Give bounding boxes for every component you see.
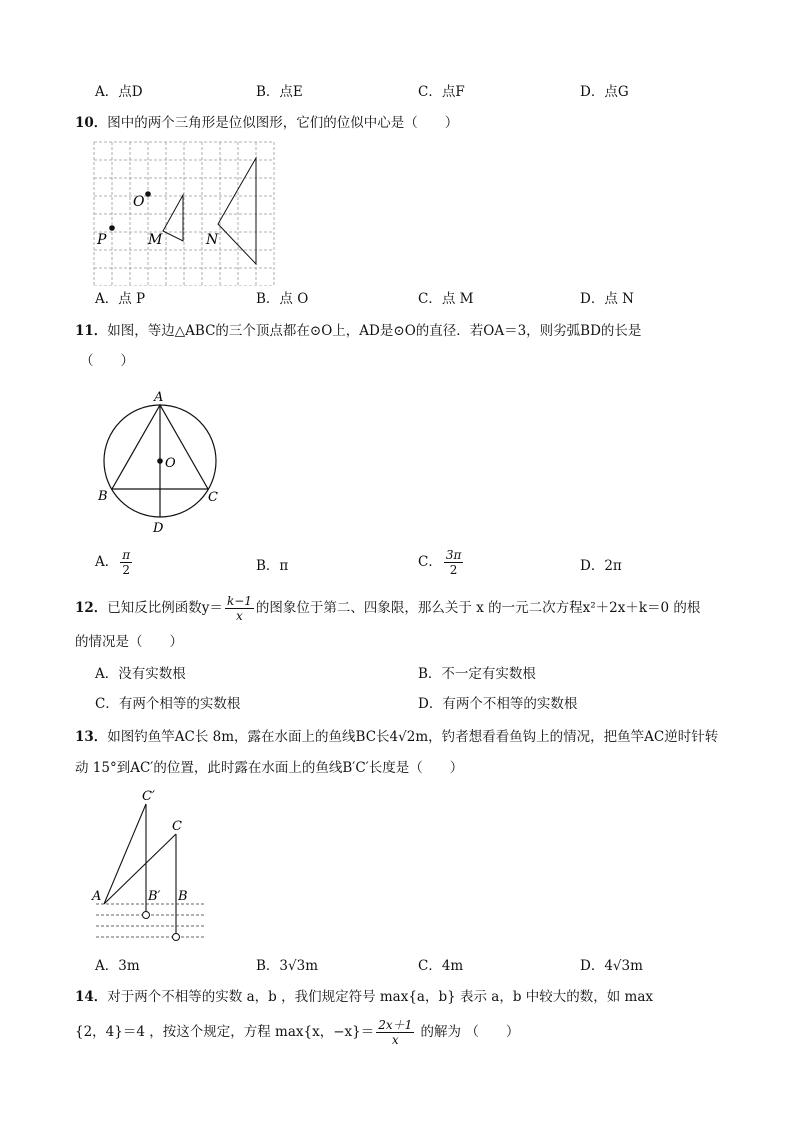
q11-option-a: A． $\frac{\pi}{2}$ <box>95 548 131 577</box>
point-p-dot <box>109 225 115 231</box>
q13-option-b: B．3√3m <box>256 958 319 974</box>
q12-option-b: B．不一定有实数根 <box>418 666 536 682</box>
question-number: 13． <box>75 729 108 745</box>
q10-option-b: B．点 O <box>256 291 309 307</box>
question-12-line2: 的情况是（ ） <box>75 634 183 650</box>
question-number: 14． <box>75 989 108 1005</box>
label-b-prime: B′ <box>148 889 161 904</box>
question-14-line2: {2，4}＝4 ，按这个规定，方程 max{x，−x}＝ $\frac{2x+1}{x}$ 的解为 （ ） <box>75 1018 520 1047</box>
rod-ac <box>104 834 176 904</box>
q9-option-c: C．点F <box>418 84 465 100</box>
q13-fishing-figure <box>88 784 218 946</box>
q12-option-c: C．有两个相等的实数根 <box>95 696 241 712</box>
hook-b <box>173 934 180 941</box>
q13-option-c: C．4m <box>418 958 464 974</box>
question-10 <box>75 113 458 133</box>
q11-option-c: C． $\frac{3\pi}{2}$ <box>418 548 462 577</box>
hook-b-prime <box>143 912 150 919</box>
label-b: B <box>98 489 108 504</box>
center-dot <box>157 458 163 464</box>
question-number: 10． <box>75 115 108 131</box>
q10-option-a: A．点 P <box>95 291 146 307</box>
question-text: 图中的两个三角形是位似图形，它们的位似中心是（ ） <box>107 115 459 131</box>
label-o: O <box>165 456 176 471</box>
label-c: C <box>172 819 182 834</box>
label-a: A <box>92 889 102 904</box>
q9-option-a: A．点D <box>95 84 143 100</box>
question-number: 12． <box>75 600 108 616</box>
label-a: A <box>154 390 164 405</box>
label-o: O <box>133 194 145 210</box>
label-p: P <box>97 232 107 248</box>
q13-option-d: D．4√3m <box>580 958 643 974</box>
water-lines <box>96 904 206 937</box>
question-12: 12．已知反比例函数y＝ $\frac{k-1}{x}$ 的图象位于第二、四象限，那么关于 x 的一元二次方程x²＋2x＋k＝0 的根 <box>75 594 701 623</box>
question-number: 11． <box>75 323 108 339</box>
rod-ac-prime <box>104 804 146 904</box>
label-m: M <box>148 232 163 248</box>
question-11 <box>75 321 641 341</box>
point-o-dot <box>145 191 151 197</box>
question-13-line2: 动 15°到AC′的位置，此时露在水面上的鱼线B′C′长度是（ ） <box>75 760 464 776</box>
question-text: 如图，等边△ABC的三个顶点都在⊙O上，AD是⊙O的直径．若OA＝3，则劣弧BD的长是 <box>107 323 642 339</box>
q9-option-b: B．点E <box>256 84 303 100</box>
q12-option-d: D．有两个不相等的实数根 <box>418 696 578 712</box>
q10-grid-figure <box>90 138 280 286</box>
q9-option-d: D．点G <box>580 84 629 100</box>
label-n: N <box>206 232 219 248</box>
label-d: D <box>153 521 164 536</box>
label-c: C <box>208 490 218 505</box>
large-triangle <box>218 158 256 264</box>
q13-option-a: A．3m <box>95 958 140 974</box>
q10-option-d: D．点 N <box>580 291 634 307</box>
q11-option-d: D．2π <box>580 558 622 574</box>
label-c-prime: C′ <box>142 789 155 804</box>
q10-option-c: C．点 M <box>418 291 474 307</box>
q11-circle-figure <box>90 385 230 537</box>
label-b: B <box>178 889 188 904</box>
question-14: 14．对于两个不相等的实数 a，b ，我们规定符号 max{a，b} 表示 a，b 中较大的数，如 max <box>75 989 654 1005</box>
q11-option-b: B．π <box>256 558 289 574</box>
question-11-line2: （ ） <box>80 353 134 369</box>
question-13: 13．如图钓鱼竿AC长 8m，露在水面上的鱼线BC长4√2m，钓者想看看鱼钩上的情况，把鱼竿AC逆时针转 <box>75 729 719 745</box>
q12-option-a: A．没有实数根 <box>95 666 186 682</box>
